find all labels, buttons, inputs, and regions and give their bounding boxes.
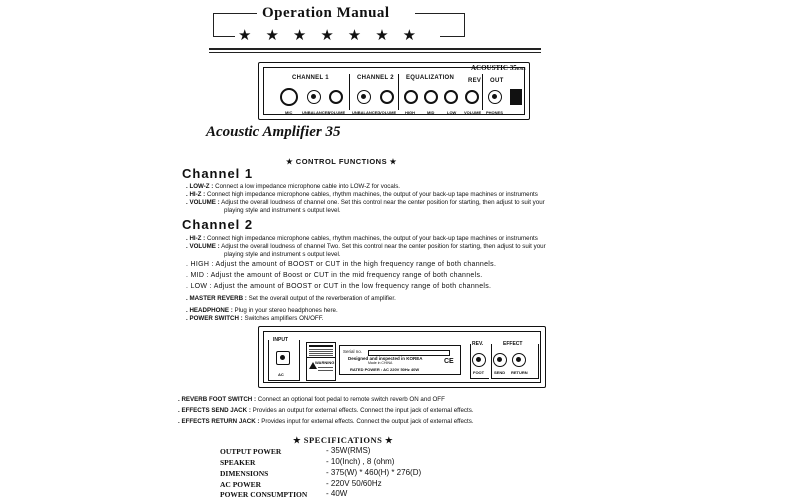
ch2-hiz-key: . HI-Z : (186, 235, 206, 242)
phones-jack[interactable] (488, 90, 502, 104)
ch2-hiz-line (186, 236, 538, 242)
panel-logo (471, 64, 526, 72)
label-low: LOW (447, 110, 457, 115)
foot-switch-jack[interactable] (472, 353, 486, 367)
spec-dimensions-key: DIMENSIONS (220, 469, 269, 478)
section-equalization: EQUALIZATION (406, 75, 455, 81)
ch1-hiz-text: Connect high impedance microphone cables, rhythm machines, the output of your back-up tape machines or instruments (205, 191, 538, 198)
eq-low-text: : Adjust the amount of BOOST or CUT in the low frequency range of both channels. (207, 283, 492, 290)
ch2-volume-key: . VOLUME : (186, 243, 220, 250)
serial-label: Serial no. (343, 349, 363, 354)
effect-label: EFFECT (503, 341, 523, 347)
label-mid: MID (427, 110, 435, 115)
spec-power-consumption-key: POWER CONSUMPTION (220, 490, 308, 499)
headphone-text: Plug in your stereo headphones here. (232, 307, 338, 314)
eq-low-key: . LOW (186, 283, 208, 290)
effects-return-line (178, 419, 474, 425)
effects-return-key: . EFFECTS RETURN JACK : (178, 418, 260, 425)
reverb-foot-key: . REVERB FOOT SWITCH : (178, 396, 257, 403)
label-high: HIGH (405, 110, 415, 115)
ch2-volume-cont-text: playing style and instrument s output level. (224, 251, 341, 258)
low-eq-knob[interactable] (444, 90, 458, 104)
spec-ac-power-value: - 220V 50/60Hz (326, 479, 382, 488)
headphone-line (186, 308, 338, 314)
panel-divider-2 (398, 74, 399, 110)
spec-ac-power-key: AC POWER (220, 480, 262, 489)
label-unbalanced-2: UNBALANCED (352, 110, 381, 115)
header-rule-left-vertical (213, 13, 214, 36)
effects-send-line (178, 408, 474, 414)
ac-label: AC (278, 372, 284, 377)
header-rule-right-vertical (464, 13, 465, 36)
specifications-title: ★ SPECIFICATIONS ★ (293, 435, 394, 445)
high-eq-knob[interactable] (404, 90, 418, 104)
effects-send-jack[interactable] (493, 353, 507, 367)
label-volume-1: VOLUME (328, 110, 346, 115)
control-functions-title: ★ CONTROL FUNCTIONS ★ (286, 157, 397, 166)
section-rev: REV (468, 78, 482, 84)
ch1-volume-text: Adjust the overall loudness of channel one. Set this control near the center position for starting, then adjust to suit your (219, 199, 545, 206)
header-rule-top-left (213, 13, 257, 14)
rated-power-label: RATED POWER : AC 220V 50Hz 40W (350, 367, 420, 372)
spec-output-power-key: OUTPUT POWER (220, 447, 282, 456)
send-label: SEND (494, 370, 506, 375)
label-unbalanced-1: UNBALANCED (302, 110, 331, 115)
section-out: OUT (490, 78, 504, 84)
ch2-volume-cont (224, 252, 341, 258)
label-mic: MIC (285, 110, 293, 115)
input-label: INPUT (273, 337, 288, 343)
header-rule-top-right (415, 13, 465, 14)
ch2-hiz-text: Connect high impedance microphone cables, rhythm machines, the output of your back-up tape machines or instruments (205, 235, 538, 242)
eq-mid-line (186, 272, 483, 279)
reverb-foot-line (178, 397, 445, 403)
logo-text: ACOUSTIC 35 (471, 64, 517, 72)
ch1-volume-key: . VOLUME : (186, 199, 220, 206)
header-rule-bottom-1 (209, 48, 541, 50)
channel1-hiz-jack[interactable] (307, 90, 321, 104)
ch2-volume-text: Adjust the overall loudness of channel Two. Set this control near the center position for starting, then adjust to suit your (219, 243, 546, 250)
ce-mark: CE (444, 358, 454, 365)
warning-plate (306, 357, 336, 381)
channel1-volume-knob[interactable] (329, 90, 343, 104)
rev-label: REV. (472, 341, 484, 347)
warning-label: WARNING (315, 360, 335, 365)
eq-mid-text: : Adjust the amount of Boost or CUT in the mid frequency range of both channels. (204, 272, 483, 279)
spec-power-consumption-value: - 40W (326, 489, 348, 498)
mic-xlr-jack[interactable] (280, 88, 298, 106)
serial-plate (339, 345, 461, 375)
channel2-heading: Channel 2 (182, 217, 254, 232)
ch2-volume-line (186, 244, 546, 250)
ch1-hiz-key: . HI-Z : (186, 191, 206, 198)
reverb-foot-text: Connect an optional foot pedal to remote switch reverb ON and OFF (256, 396, 445, 403)
header-stars: ★★★★★★★ (238, 27, 431, 44)
ch1-volume-line (186, 200, 545, 206)
power-switch-text: Switches amplifiers ON/OFF. (242, 315, 324, 322)
channel1-heading: Channel 1 (182, 166, 254, 181)
header-rule-mid-left (213, 36, 235, 37)
label-volume-2: VOLUME (379, 110, 397, 115)
label-rev-volume: VOLUME (464, 110, 482, 115)
panel-divider-3 (482, 74, 483, 110)
effects-return-jack[interactable] (512, 353, 526, 367)
ch1-lowz-line (186, 184, 400, 190)
designed-label: Designed and inspected in KOREA (348, 356, 423, 361)
header-rule-mid-right (440, 36, 465, 37)
ch1-lowz-text: Connect a low impedance microphone cable into LOW-Z for vocals. (213, 183, 401, 190)
master-reverb-text: Set the overall output of the reverberation of amplifier. (246, 295, 396, 302)
channel2-volume-knob[interactable] (380, 90, 394, 104)
panel-divider-1 (349, 74, 350, 110)
power-switch-line (186, 316, 324, 322)
spec-output-power-value: - 35W(RMS) (326, 446, 371, 455)
master-reverb-key: . MASTER REVERB : (186, 295, 247, 302)
document-title: Operation Manual (262, 5, 390, 21)
channel2-hiz-jack[interactable] (357, 90, 371, 104)
ch1-lowz-key: . LOW-Z : (186, 183, 214, 190)
warning-triangle-icon (309, 362, 317, 369)
label-phones: PHONES (486, 110, 503, 115)
master-reverb-line (186, 296, 396, 302)
eq-high-line (186, 261, 496, 268)
ac-input-socket[interactable] (276, 351, 290, 365)
effects-return-text: Provides input for external effects. Connect the output jack of external effects. (259, 418, 474, 425)
made-in-label: Made in CHINA (368, 361, 393, 365)
ch1-volume-cont-text: playing style and instrument s output level. (224, 207, 341, 214)
eq-high-text: : Adjust the amount of BOOST or CUT in the high frequency range of both channels. (209, 261, 497, 268)
eq-mid-key: . MID (186, 272, 205, 279)
effects-send-key: . EFFECTS SEND JACK : (178, 407, 251, 414)
spec-dimensions-value: - 375(W) * 460(H) * 276(D) (326, 468, 422, 477)
eq-low-line (186, 283, 491, 290)
section-channel2: CHANNEL 2 (357, 75, 394, 81)
logo-suffix: RMS (516, 66, 526, 71)
product-name: Acoustic Amplifier 35 (206, 124, 341, 140)
eq-high-key: . HIGH (186, 261, 210, 268)
effects-send-text: Provides an output for external effects. Connect the input jack of external effects. (250, 407, 474, 414)
foot-label: FOOT (473, 370, 485, 375)
return-label: RETURN (511, 370, 528, 375)
ch1-volume-cont (224, 208, 341, 214)
headphone-key: . HEADPHONE : (186, 307, 233, 314)
spec-speaker-value: - 10(Inch) , 8 (ohm) (326, 457, 395, 466)
ch1-hiz-line (186, 192, 538, 198)
mid-eq-knob[interactable] (424, 90, 438, 104)
power-switch[interactable] (510, 89, 522, 105)
reverb-volume-knob[interactable] (465, 90, 479, 104)
header-rule-bottom-2 (209, 52, 541, 53)
section-channel1: CHANNEL 1 (292, 75, 329, 81)
spec-speaker-key: SPEAKER (220, 458, 256, 467)
power-switch-key: . POWER SWITCH : (186, 315, 243, 322)
